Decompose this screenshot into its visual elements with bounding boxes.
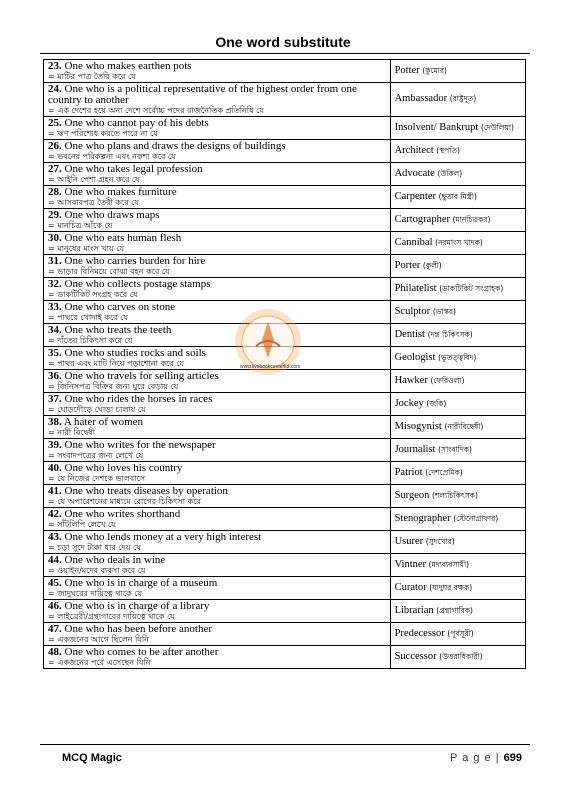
question-phrase: One who rides the horses in races (64, 393, 213, 405)
question-phrase: One who travels for selling articles (64, 370, 219, 382)
answer-cell (390, 83, 525, 117)
answer-word: Advocate (394, 167, 435, 179)
question-text (48, 371, 386, 382)
table-row (44, 554, 526, 577)
table-row (44, 83, 526, 117)
answer-bangla: (উকিল) (437, 168, 463, 178)
bangla-meaning: = মানুষের মাংস খায় যে (48, 244, 125, 253)
answer-bangla: (ভূতত্ত্ববিদ) (438, 352, 477, 362)
question-cell (44, 163, 391, 186)
question-number: 36. (48, 370, 62, 382)
question-number: 39. (48, 439, 62, 451)
question-text (48, 417, 386, 428)
answer-word: Insolvent/ Bankrupt (394, 121, 479, 133)
question-number: 34. (48, 324, 62, 336)
answer-bangla: (উত্তরাধিকারী) (439, 651, 483, 661)
answer-word: Predecessor (394, 627, 445, 639)
question-phrase: One who treats the teeth (64, 324, 172, 336)
answer-bangla: (কুলী) (422, 260, 442, 270)
question-phrase: One who makes furniture (64, 186, 177, 198)
bangla-meaning: = একজনের আগে ছিলেন যিনি (48, 635, 149, 644)
table-row (44, 232, 526, 255)
page-number: 699 (503, 752, 522, 764)
answer-word: Curator (394, 581, 427, 593)
question-cell (44, 347, 391, 370)
bangla-meaning: = যে অপারেশনের মাধ্যমে রোগের চিকিৎসা করে (48, 497, 201, 506)
table-row (44, 439, 526, 462)
question-text (48, 233, 386, 244)
answer-word: Vintner (394, 558, 427, 570)
answer-cell (390, 163, 525, 186)
question-phrase: One who treats diseases by operation (64, 485, 228, 497)
answer-bangla: (ডাকটিকিট সংগ্রাহক) (439, 283, 504, 293)
answer-bangla: (দন্ত চিকিৎসক) (427, 329, 473, 339)
answer-cell (390, 117, 525, 140)
question-cell (44, 140, 391, 163)
question-phrase: One who is in charge of a library (64, 600, 210, 612)
question-phrase: One who lends money at a very high interest (64, 531, 262, 543)
answer-cell (390, 416, 525, 439)
question-number: 42. (48, 508, 62, 520)
answer-bangla: (সাংবাদিক) (438, 444, 472, 454)
answer-word: Cannibal (394, 236, 433, 248)
question-cell (44, 324, 391, 347)
question-phrase: One who studies rocks and soils (64, 347, 206, 359)
question-number: 44. (48, 554, 62, 566)
answer-cell (390, 485, 525, 508)
question-phrase: One who draws maps (64, 209, 160, 221)
question-number: 40. (48, 462, 62, 474)
answer-cell (390, 140, 525, 163)
answer-cell (390, 646, 525, 669)
question-text (48, 302, 386, 313)
question-text (48, 164, 386, 175)
question-number: 23. (48, 60, 62, 72)
question-cell (44, 255, 391, 278)
table-row (44, 255, 526, 278)
question-text (48, 532, 386, 543)
question-cell (44, 83, 391, 117)
question-text (48, 578, 386, 589)
question-phrase: One who writes shorthand (64, 508, 181, 520)
answer-cell (390, 531, 525, 554)
question-phrase: One who deals in wine (64, 554, 166, 566)
table-row (44, 646, 526, 669)
question-number: 38. (48, 416, 62, 428)
question-number: 30. (48, 232, 62, 244)
question-number: 27. (48, 163, 62, 175)
question-phrase: One who plans and draws the designs of buildings (64, 140, 286, 152)
question-cell (44, 462, 391, 485)
question-cell (44, 416, 391, 439)
bangla-meaning: = ঘোড়দৌড়ে ঘোড়া চালায় যে (48, 405, 146, 414)
question-cell (44, 301, 391, 324)
question-cell (44, 186, 391, 209)
question-number: 48. (48, 646, 62, 658)
question-number: 28. (48, 186, 62, 198)
answer-word: Ambassador (394, 93, 448, 104)
question-text (48, 624, 386, 635)
question-cell (44, 232, 391, 255)
answer-cell (390, 393, 525, 416)
table-row (44, 60, 526, 83)
bangla-meaning: = পাথরে খোদাই করে যে (48, 313, 128, 322)
bangla-meaning: = মাটির পাত্র তৈরি করে যে (48, 72, 136, 81)
question-cell (44, 623, 391, 646)
answer-cell (390, 278, 525, 301)
bangla-meaning: = আসবাবপত্র তৈরী করে যে (48, 198, 140, 207)
answer-cell (390, 370, 525, 393)
question-text (48, 118, 386, 129)
answer-word: Usurer (394, 535, 424, 547)
answer-bangla: (রাষ্ট্রদূত) (449, 94, 477, 103)
answer-cell (390, 255, 525, 278)
answer-cell (390, 232, 525, 255)
answer-word: Architect (394, 144, 434, 156)
question-text (48, 210, 386, 221)
answer-cell (390, 462, 525, 485)
question-text (48, 394, 386, 405)
question-number: 35. (48, 347, 62, 359)
footer-page (450, 752, 522, 764)
answer-cell (390, 186, 525, 209)
page-title: One word substitute (215, 34, 351, 50)
question-text (48, 256, 386, 267)
bangla-meaning: = ভবনের পরিকল্পনা এবং নকশা করে যে (48, 152, 176, 161)
footer-brand: MCQ Magic (62, 752, 122, 764)
question-number: 26. (48, 140, 62, 152)
bangla-meaning: = ভাড়ার বিনিময়ে বোঝা বহন করে যে (48, 267, 170, 276)
answer-bangla: (স্টেনোগ্রাফার) (453, 513, 499, 523)
question-cell (44, 60, 391, 83)
answer-word: Cartographer (394, 213, 450, 225)
table-row (44, 117, 526, 140)
table-row (44, 209, 526, 232)
bangla-meaning: = নারী বিদ্বেষী (48, 428, 95, 437)
answer-cell (390, 600, 525, 623)
bangla-meaning: = একজনের পরে এসেছেন যিনি (48, 658, 151, 667)
question-cell (44, 393, 391, 416)
question-phrase: One who has been before another (64, 623, 213, 635)
answer-bangla: (কুমোর) (422, 65, 447, 75)
question-text (48, 187, 386, 198)
question-phrase: A hater of women (63, 416, 144, 428)
bangla-meaning: = এক দেশের হয়ে অন্য দেশে সর্বোচ্চ পদের রাজনৈতিক প্রতিনিধি যে (48, 106, 264, 115)
answer-bangla: (ভাস্কর) (432, 306, 456, 316)
table-row (44, 462, 526, 485)
question-text (48, 348, 386, 359)
table-row (44, 186, 526, 209)
answer-word: Patriot (394, 466, 423, 478)
page-label: P a g e | (450, 752, 500, 764)
answer-word: Journalist (394, 443, 436, 455)
answer-cell (390, 554, 525, 577)
question-text (48, 647, 386, 658)
answer-bangla: (দেউলিয়া) (480, 122, 514, 132)
answer-cell (390, 623, 525, 646)
question-text (48, 555, 386, 566)
question-number: 31. (48, 255, 62, 267)
answer-bangla: (স্থপতি) (436, 145, 460, 155)
table-row (44, 577, 526, 600)
question-phrase: One who takes legal profession (64, 163, 203, 175)
question-phrase: One who makes earthen pots (64, 60, 192, 72)
answer-cell (390, 577, 525, 600)
bangla-meaning: = যে নিজের দেশকে ভালবাসে (48, 474, 146, 483)
table-row (44, 485, 526, 508)
question-text (48, 509, 386, 520)
answer-word: Jockey (394, 397, 424, 409)
answer-bangla: (জকি) (426, 398, 447, 408)
footer-divider (40, 744, 530, 745)
bangla-meaning: = ঋণ পরিশোধ করতে পারে না যে (48, 129, 158, 138)
bangla-meaning: = দাঁতের চিকিৎসা করে যে (48, 336, 133, 345)
answer-word: Carpenter (394, 190, 436, 202)
bangla-meaning: = জিনিসপত্র বিক্রির জন্য ঘুরে বেড়ায় যে (48, 382, 179, 391)
question-phrase: One who comes to be after another (64, 646, 219, 658)
answer-bangla: (শল্যচিকিৎসক) (432, 490, 478, 500)
question-phrase: One who is a political representative of the highest order from one country to another (48, 83, 357, 106)
bangla-meaning: = সংবাদপত্রের জন্য লেখে যে (48, 451, 144, 460)
answer-bangla: (গ্রন্থাগারিক) (436, 605, 473, 615)
question-text (48, 141, 386, 152)
question-cell (44, 439, 391, 462)
table-row (44, 416, 526, 439)
answer-bangla: (মানচিত্রকর) (452, 214, 491, 224)
question-number: 33. (48, 301, 62, 313)
question-phrase: One who carves on stone (64, 301, 176, 313)
question-text (48, 463, 386, 474)
table-row (44, 163, 526, 186)
answer-bangla: (যাদুঘর রক্ষক) (429, 582, 473, 592)
question-text (48, 486, 386, 497)
answer-bangla: (মদ্যব্যবসায়ী) (428, 559, 470, 569)
answer-word: Surgeon (394, 489, 430, 501)
answer-cell (390, 209, 525, 232)
question-text (48, 440, 386, 451)
question-number: 45. (48, 577, 62, 589)
answer-cell (390, 508, 525, 531)
answer-bangla: (ছুতার মিস্ত্রী) (438, 191, 477, 201)
bangla-meaning: = লাইব্রেরী/গ্রন্থাগারের দায়িত্বে থাকে যে (48, 612, 175, 621)
answer-word: Stenographer (394, 512, 451, 524)
bangla-meaning: = পাথর এবং মাটি নিয়ে পড়াশোনা করে যে (48, 359, 185, 368)
answer-cell (390, 60, 525, 83)
answer-bangla: (সুদখোর) (425, 536, 455, 546)
bangla-meaning: = ডাকটিকিট সংগ্রহ করে যে (48, 290, 138, 299)
question-cell (44, 117, 391, 140)
bangla-meaning: = মানচিত্র আঁকে যে (48, 221, 113, 230)
question-phrase: One who writes for the newspaper (64, 439, 216, 451)
table-row (44, 623, 526, 646)
answer-word: Sculptor (394, 305, 431, 317)
answer-word: Dentist (394, 328, 425, 340)
answer-word: Philatelist (394, 282, 437, 294)
question-phrase: One who carries burden for hire (64, 255, 206, 267)
question-cell (44, 209, 391, 232)
table-row (44, 508, 526, 531)
answer-cell (390, 324, 525, 347)
answer-word: Geologist (394, 351, 436, 363)
answer-word: Successor (394, 650, 437, 662)
answer-cell (390, 347, 525, 370)
table-row (44, 278, 526, 301)
question-cell (44, 370, 391, 393)
question-number: 29. (48, 209, 62, 221)
question-text (48, 279, 386, 290)
watermark-url: www.livebookcenterltd.com (240, 364, 301, 370)
question-cell (44, 577, 391, 600)
question-text (48, 61, 386, 72)
answer-bangla: (ফেরিওলা) (430, 375, 465, 385)
bangla-meaning: = চড়া সুদে টাকা ধার দেয় যে (48, 543, 141, 552)
question-text (48, 84, 386, 106)
question-number: 43. (48, 531, 62, 543)
bangla-meaning: = আইনি পেশা গ্রহন করে যে (48, 175, 140, 184)
answer-word: Misogynist (394, 420, 442, 432)
question-text (48, 325, 386, 336)
answer-word: Hawker (394, 374, 428, 386)
table-row (44, 600, 526, 623)
title-divider (40, 53, 530, 54)
question-number: 32. (48, 278, 62, 290)
answer-word: Librarian (394, 604, 434, 616)
question-cell (44, 485, 391, 508)
question-cell (44, 531, 391, 554)
bangla-meaning: = ওয়াইন/মদের ব্যবসা করে যে (48, 566, 146, 575)
answer-bangla: (নারীবিদ্বেষী) (444, 421, 484, 431)
question-phrase: One who cannot pay of his debts (64, 117, 209, 129)
question-phrase: One who eats human flesh (64, 232, 182, 244)
question-number: 25. (48, 117, 62, 129)
table-row (44, 531, 526, 554)
question-cell (44, 508, 391, 531)
bangla-meaning: = জাদুঘরের দায়িত্বে থাকে যে (48, 589, 143, 598)
question-cell (44, 646, 391, 669)
question-phrase: One who loves his country (64, 462, 183, 474)
question-number: 46. (48, 600, 62, 612)
table-row (44, 140, 526, 163)
answer-word: Porter (394, 259, 421, 271)
answer-bangla: (পূর্বসূরী) (447, 628, 474, 638)
question-number: 24. (48, 83, 62, 95)
answer-bangla: (দেশপ্রেমিক) (425, 467, 463, 477)
question-cell (44, 554, 391, 577)
table-row (44, 393, 526, 416)
question-number: 41. (48, 485, 62, 497)
answer-bangla: (নরমাংস খাদক) (435, 237, 483, 247)
question-cell (44, 600, 391, 623)
question-cell (44, 278, 391, 301)
question-number: 37. (48, 393, 62, 405)
answer-cell (390, 301, 525, 324)
answer-word: Potter (394, 64, 420, 76)
question-phrase: One who collects postage stamps (64, 278, 211, 290)
question-text (48, 601, 386, 612)
question-phrase: One who is in charge of a museum (64, 577, 218, 589)
answer-cell (390, 439, 525, 462)
question-number: 47. (48, 623, 62, 635)
bangla-meaning: = সাঁটলিপি লেখে যে (48, 520, 116, 529)
